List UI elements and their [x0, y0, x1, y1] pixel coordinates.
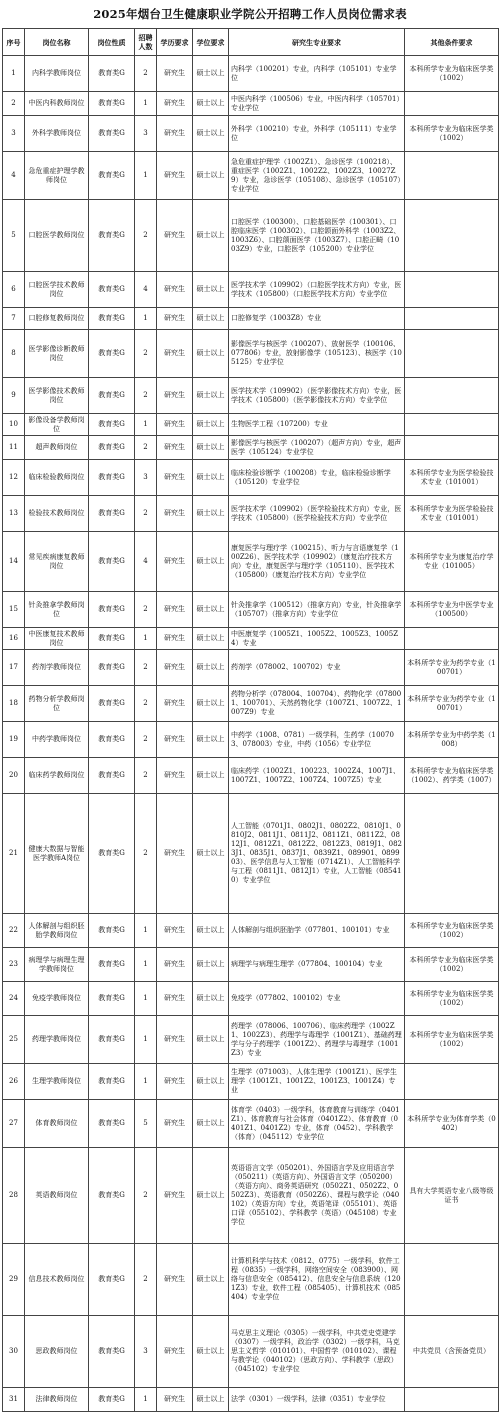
- cell-type: 教育类G: [89, 794, 135, 914]
- cell-major: 影像医学与核医学（100207）（超声方向）专业，超声医学（105124）专业学位: [229, 436, 405, 460]
- cell-name: 医学影像技术教师岗位: [25, 378, 89, 414]
- cell-count: 1: [135, 1016, 157, 1064]
- cell-edu: 研究生: [157, 650, 193, 686]
- cell-name: 中医内科教师岗位: [25, 92, 89, 116]
- cell-other: [405, 200, 499, 272]
- cell-edu: 研究生: [157, 1064, 193, 1100]
- cell-other: 本科所学专业为康复治疗学专业（101005）: [405, 532, 499, 592]
- cell-edu: 研究生: [157, 1148, 193, 1244]
- cell-no: 8: [3, 330, 25, 378]
- cell-other: 具有大学英语专业八级等级证书: [405, 1148, 499, 1244]
- cell-degree: 硕士以上: [193, 532, 229, 592]
- table-row: [3, 532, 499, 592]
- cell-type: 教育类G: [89, 200, 135, 272]
- cell-name: 外科学教师岗位: [25, 116, 89, 152]
- cell-name: 常见疾病康复教师岗位: [25, 532, 89, 592]
- table-row: [3, 414, 499, 436]
- table-row: [3, 1316, 499, 1388]
- table-row: [3, 92, 499, 116]
- cell-name: 口腔医学教师岗位: [25, 200, 89, 272]
- cell-no: 29: [3, 1244, 25, 1316]
- cell-name: 英语教师岗位: [25, 1148, 89, 1244]
- cell-count: 2: [135, 794, 157, 914]
- cell-name: 体育教师岗位: [25, 1100, 89, 1148]
- cell-degree: 硕士以上: [193, 948, 229, 982]
- cell-count: 2: [135, 758, 157, 794]
- cell-no: 26: [3, 1064, 25, 1100]
- cell-degree: 硕士以上: [193, 1064, 229, 1100]
- cell-name: 免疫学教师岗位: [25, 982, 89, 1016]
- cell-edu: 研究生: [157, 414, 193, 436]
- cell-name: 临床检验教师岗位: [25, 460, 89, 496]
- cell-edu: 研究生: [157, 378, 193, 414]
- cell-major: 人工智能（0701J1、0802J1、0802Z2、0810J1、0810J2、0811J1、0811J2、0811Z1、0811Z2、0812J1、0812Z1、0812Z2、0812Z3、0819J1、0823J1、0835J1、0837J1、0839Z1、089901、089903）、医学信息与人工智能（0714Z1）、人工智能科学与工程（0811J1、0812J1）专业，人工智能（085410）专业学位: [229, 794, 405, 914]
- cell-degree: 硕士以上: [193, 1388, 229, 1412]
- table-row: [3, 272, 499, 308]
- cell-edu: 研究生: [157, 92, 193, 116]
- cell-no: 15: [3, 592, 25, 628]
- cell-type: 教育类G: [89, 1388, 135, 1412]
- header-major: 研究生专业要求: [229, 29, 405, 56]
- cell-count: 5: [135, 1100, 157, 1148]
- cell-type: 教育类G: [89, 722, 135, 758]
- cell-degree: 硕士以上: [193, 914, 229, 948]
- cell-degree: 硕士以上: [193, 1100, 229, 1148]
- cell-name: 中药学教师岗位: [25, 722, 89, 758]
- table-header-row: [3, 29, 499, 56]
- cell-no: 17: [3, 650, 25, 686]
- cell-edu: 研究生: [157, 152, 193, 200]
- table-row: [3, 1244, 499, 1316]
- cell-type: 教育类G: [89, 1148, 135, 1244]
- cell-count: 1: [135, 92, 157, 116]
- cell-degree: 硕士以上: [193, 460, 229, 496]
- table-row: [3, 686, 499, 722]
- cell-other: [405, 1064, 499, 1100]
- cell-count: 2: [135, 496, 157, 532]
- cell-type: 教育类G: [89, 948, 135, 982]
- cell-count: 3: [135, 1316, 157, 1388]
- cell-edu: 研究生: [157, 1244, 193, 1316]
- cell-other: 本科所学专业为药学专业（100701）: [405, 686, 499, 722]
- table-row: [3, 200, 499, 272]
- cell-edu: 研究生: [157, 1316, 193, 1388]
- cell-degree: 硕士以上: [193, 152, 229, 200]
- cell-no: 28: [3, 1148, 25, 1244]
- cell-count: 3: [135, 116, 157, 152]
- table-row: [3, 722, 499, 758]
- cell-type: 教育类G: [89, 650, 135, 686]
- cell-type: 教育类G: [89, 532, 135, 592]
- table-row: [3, 758, 499, 794]
- cell-count: 2: [135, 436, 157, 460]
- cell-no: 11: [3, 436, 25, 460]
- cell-other: [405, 330, 499, 378]
- cell-other: 本科所学专业为中医学专业（100500）: [405, 592, 499, 628]
- cell-degree: 硕士以上: [193, 378, 229, 414]
- cell-count: 1: [135, 982, 157, 1016]
- cell-other: [405, 1244, 499, 1316]
- cell-name: 法律教师岗位: [25, 1388, 89, 1412]
- cell-degree: 硕士以上: [193, 496, 229, 532]
- cell-other: 本科所学专业为临床医学类（1002）: [405, 56, 499, 92]
- cell-edu: 研究生: [157, 948, 193, 982]
- cell-edu: 研究生: [157, 436, 193, 460]
- cell-name: 医学影像诊断教师岗位: [25, 330, 89, 378]
- table-row: [3, 794, 499, 914]
- table-body: [3, 56, 499, 1412]
- table-row: [3, 1100, 499, 1148]
- cell-type: 教育类G: [89, 116, 135, 152]
- cell-no: 10: [3, 414, 25, 436]
- cell-count: 1: [135, 1388, 157, 1412]
- cell-major: 影像医学与核医学（100207）、放射医学（100106、077806）专业，放射影像学（105123）、核医学（105125）专业学位: [229, 330, 405, 378]
- table-row: [3, 1064, 499, 1100]
- cell-major: 药理学（078006、100706）、临床药理学（1002Z1、1002Z3）、药理学与毒理学（1001Z1）、基础药理学与分子药理学（1001Z2）、药理学与毒理学（1001Z3）专业: [229, 1016, 405, 1064]
- cell-no: 31: [3, 1388, 25, 1412]
- cell-other: 本科所学专业为临床医学类（1002）、药学类（1007）: [405, 758, 499, 794]
- cell-major: 计算机科学与技术（0812、0775）一级学科，软件工程（0835）一级学科，网络空间安全（083900）、网络与信息安全（085412）、信息安全与信息系统（1201Z3）专业，软件工程（085405）、计算机技术（085404）专业学位: [229, 1244, 405, 1316]
- cell-edu: 研究生: [157, 914, 193, 948]
- cell-name: 人体解剖与组织胚胎学教师岗位: [25, 914, 89, 948]
- cell-name: 信息技术教师岗位: [25, 1244, 89, 1316]
- table-row: [3, 378, 499, 414]
- cell-count: 1: [135, 414, 157, 436]
- cell-major: 体育学（0403）一级学科，体育教育与训练学（0401Z1）、体育教育与社会体育（0401Z2）、体育教育（0401Z1、0401Z2）专业，体育（0452）、学科教学（体育）（045112）专业学位: [229, 1100, 405, 1148]
- cell-no: 16: [3, 628, 25, 650]
- cell-degree: 硕士以上: [193, 200, 229, 272]
- cell-degree: 硕士以上: [193, 1016, 229, 1064]
- cell-major: 临床药学（1002Z1、100223、1002Z4、1007J1、1007Z1、1007Z2、1007Z4、1007Z5）专业: [229, 758, 405, 794]
- cell-edu: 研究生: [157, 982, 193, 1016]
- cell-type: 教育类G: [89, 460, 135, 496]
- table-row: [3, 152, 499, 200]
- cell-no: 13: [3, 496, 25, 532]
- cell-type: 教育类G: [89, 436, 135, 460]
- table-row: [3, 436, 499, 460]
- cell-major: 生物医学工程（107200）专业: [229, 414, 405, 436]
- cell-major: 免疫学（077802、100102）专业: [229, 982, 405, 1016]
- cell-no: 2: [3, 92, 25, 116]
- cell-type: 教育类G: [89, 592, 135, 628]
- cell-count: 2: [135, 592, 157, 628]
- cell-degree: 硕士以上: [193, 330, 229, 378]
- cell-type: 教育类G: [89, 330, 135, 378]
- cell-count: 4: [135, 272, 157, 308]
- cell-edu: 研究生: [157, 1388, 193, 1412]
- cell-degree: 硕士以上: [193, 722, 229, 758]
- cell-edu: 研究生: [157, 758, 193, 794]
- cell-name: 急危重症护理学教师岗位: [25, 152, 89, 200]
- cell-name: 影像设备学教师岗位: [25, 414, 89, 436]
- cell-name: 口腔医学技术教师岗位: [25, 272, 89, 308]
- cell-degree: 硕士以上: [193, 758, 229, 794]
- cell-other: [405, 92, 499, 116]
- cell-degree: 硕士以上: [193, 592, 229, 628]
- table-row: [3, 308, 499, 330]
- cell-major: 医学技术学（109902）（医学检验技术方向）专业，医学技术（105800）（医学检验技术方向）专业学位: [229, 496, 405, 532]
- cell-edu: 研究生: [157, 272, 193, 308]
- cell-major: 临床检验诊断学（100208）专业，临床检验诊断学（105120）专业学位: [229, 460, 405, 496]
- cell-type: 教育类G: [89, 1316, 135, 1388]
- header-name: 岗位名称: [25, 29, 89, 56]
- cell-type: 教育类G: [89, 378, 135, 414]
- cell-type: 教育类G: [89, 92, 135, 116]
- cell-type: 教育类G: [89, 1064, 135, 1100]
- cell-type: 教育类G: [89, 152, 135, 200]
- cell-major: 外科学（100210）专业，外科学（105111）专业学位: [229, 116, 405, 152]
- cell-edu: 研究生: [157, 116, 193, 152]
- cell-name: 药理学教师岗位: [25, 1016, 89, 1064]
- cell-no: 24: [3, 982, 25, 1016]
- cell-count: 2: [135, 722, 157, 758]
- cell-no: 20: [3, 758, 25, 794]
- cell-degree: 硕士以上: [193, 794, 229, 914]
- cell-edu: 研究生: [157, 330, 193, 378]
- cell-type: 教育类G: [89, 308, 135, 330]
- cell-type: 教育类G: [89, 628, 135, 650]
- cell-type: 教育类G: [89, 1244, 135, 1316]
- header-edu: 学历要求: [157, 29, 193, 56]
- cell-edu: 研究生: [157, 460, 193, 496]
- cell-no: 6: [3, 272, 25, 308]
- table-row: [3, 592, 499, 628]
- cell-count: 2: [135, 200, 157, 272]
- table-row: [3, 914, 499, 948]
- cell-other: [405, 414, 499, 436]
- cell-major: 人体解剖与组织胚胎学（077801、100101）专业: [229, 914, 405, 948]
- header-other: 其他条件要求: [405, 29, 499, 56]
- cell-degree: 硕士以上: [193, 1316, 229, 1388]
- cell-edu: 研究生: [157, 1016, 193, 1064]
- cell-other: 本科所学专业为临床医学类（1002）: [405, 982, 499, 1016]
- cell-name: 中医康复技术教师岗位: [25, 628, 89, 650]
- cell-major: 口腔修复学（1003Z8）专业: [229, 308, 405, 330]
- cell-other: 本科所学专业为医学检验技术专业（101001）: [405, 496, 499, 532]
- cell-major: 药剂学（078002、100702）专业: [229, 650, 405, 686]
- cell-no: 14: [3, 532, 25, 592]
- cell-major: 康复医学与理疗学（100215）、听力与言语康复学（100Z26）、医学技术学（109902）（康复治疗技术方向）专业，康复医学与理疗学（105110）、医学技术（105800）（康复治疗技术方向）专业学位: [229, 532, 405, 592]
- cell-no: 18: [3, 686, 25, 722]
- cell-other: [405, 308, 499, 330]
- cell-major: 中药学（1008、0781）一级学科，生药学（100703、078003）专业，中药（1056）专业学位: [229, 722, 405, 758]
- cell-edu: 研究生: [157, 56, 193, 92]
- cell-type: 教育类G: [89, 686, 135, 722]
- cell-count: 1: [135, 948, 157, 982]
- cell-name: 超声教师岗位: [25, 436, 89, 460]
- cell-name: 生理学教师岗位: [25, 1064, 89, 1100]
- cell-edu: 研究生: [157, 686, 193, 722]
- cell-type: 教育类G: [89, 982, 135, 1016]
- cell-other: 本科所学专业为临床医学类（1002）: [405, 116, 499, 152]
- cell-no: 4: [3, 152, 25, 200]
- cell-name: 药物分析学教师岗位: [25, 686, 89, 722]
- recruitment-table: [2, 28, 499, 1412]
- cell-no: 25: [3, 1016, 25, 1064]
- cell-no: 5: [3, 200, 25, 272]
- cell-count: 2: [135, 378, 157, 414]
- table-row: [3, 982, 499, 1016]
- cell-other: [405, 436, 499, 460]
- cell-name: 内科学教师岗位: [25, 56, 89, 92]
- cell-type: 教育类G: [89, 56, 135, 92]
- cell-edu: 研究生: [157, 308, 193, 330]
- cell-type: 教育类G: [89, 1016, 135, 1064]
- cell-other: 本科所学专业为药学专业（100701）: [405, 650, 499, 686]
- cell-no: 1: [3, 56, 25, 92]
- cell-degree: 硕士以上: [193, 1244, 229, 1316]
- cell-major: 马克思主义理论（0305）一级学科，中共党史党建学（0307）一级学科，政治学（0302）一级学科，马克思主义哲学（010101）、中国哲学（010102）、课程与教学论（040102）（思政方向）、学科教学（思政）（045102）专业学位: [229, 1316, 405, 1388]
- cell-no: 7: [3, 308, 25, 330]
- cell-name: 针灸推拿学教师岗位: [25, 592, 89, 628]
- cell-no: 12: [3, 460, 25, 496]
- cell-edu: 研究生: [157, 722, 193, 758]
- cell-name: 临床药学教师岗位: [25, 758, 89, 794]
- table-row: [3, 628, 499, 650]
- page-title: 2025年烟台卫生健康职业学院公开招聘工作人员岗位需求表: [93, 7, 407, 21]
- cell-count: 4: [135, 532, 157, 592]
- table-row: [3, 948, 499, 982]
- cell-type: 教育类G: [89, 758, 135, 794]
- cell-edu: 研究生: [157, 592, 193, 628]
- cell-major: 英语语言文学（050201）、外国语言学及应用语言学（050211）（英语方向）、外国语言文学（050200）（英语方向）、商务英语研究（0502Z1、0502Z2、0502Z3）、英语教育（0502Z6）、课程与教学论（040102）（英语方向）专业，英语笔译（055101）、英语口译（055102）、学科教学（英语）（045108）专业学位: [229, 1148, 405, 1244]
- cell-degree: 硕士以上: [193, 686, 229, 722]
- table-row: [3, 496, 499, 532]
- cell-no: 27: [3, 1100, 25, 1148]
- cell-type: 教育类G: [89, 272, 135, 308]
- cell-edu: 研究生: [157, 1100, 193, 1148]
- header-count: 招聘人数: [135, 29, 157, 56]
- cell-no: 21: [3, 794, 25, 914]
- cell-other: 本科所学专业为临床医学类（1002）: [405, 914, 499, 948]
- cell-major: 中医内科学（100506）专业，中医内科学（105701）专业学位: [229, 92, 405, 116]
- cell-major: 法学（0301）一级学科，法律（0351）专业学位: [229, 1388, 405, 1412]
- cell-other: 本科所学专业为医学检验技术专业（101001）: [405, 460, 499, 496]
- cell-degree: 硕士以上: [193, 414, 229, 436]
- cell-no: 19: [3, 722, 25, 758]
- cell-degree: 硕士以上: [193, 308, 229, 330]
- cell-major: 医学技术学（109902）（口腔医学技术方向）专业，医学技术（105800）（口腔医学技术方向）专业学位: [229, 272, 405, 308]
- cell-count: 3: [135, 460, 157, 496]
- cell-degree: 硕士以上: [193, 92, 229, 116]
- cell-edu: 研究生: [157, 532, 193, 592]
- cell-name: 药剂学教师岗位: [25, 650, 89, 686]
- cell-count: 2: [135, 1148, 157, 1244]
- cell-count: 1: [135, 308, 157, 330]
- cell-no: 9: [3, 378, 25, 414]
- cell-type: 教育类G: [89, 914, 135, 948]
- cell-degree: 硕士以上: [193, 650, 229, 686]
- cell-other: [405, 152, 499, 200]
- cell-other: [405, 272, 499, 308]
- cell-count: 1: [135, 628, 157, 650]
- cell-other: [405, 378, 499, 414]
- cell-major: 中医康复学（1005Z1、1005Z2、1005Z3、1005Z4）专业: [229, 628, 405, 650]
- cell-other: 本科所学专业为临床医学类（1002）: [405, 948, 499, 982]
- table-row: [3, 56, 499, 92]
- cell-count: 2: [135, 650, 157, 686]
- header-degree: 学位要求: [193, 29, 229, 56]
- table-row: [3, 330, 499, 378]
- table-row: [3, 650, 499, 686]
- cell-name: 思政教师岗位: [25, 1316, 89, 1388]
- cell-count: 1: [135, 152, 157, 200]
- cell-count: 2: [135, 330, 157, 378]
- table-row: [3, 1016, 499, 1064]
- cell-no: 22: [3, 914, 25, 948]
- table-row: [3, 1148, 499, 1244]
- cell-name: 口腔修复教师岗位: [25, 308, 89, 330]
- cell-count: 2: [135, 686, 157, 722]
- cell-name: 检验技术教师岗位: [25, 496, 89, 532]
- cell-other: 中共党员（含预备党员）: [405, 1316, 499, 1388]
- cell-type: 教育类G: [89, 1100, 135, 1148]
- cell-major: 病理学与病理生理学（077804、100104）专业: [229, 948, 405, 982]
- cell-degree: 硕士以上: [193, 272, 229, 308]
- cell-major: 内科学（100201）专业，内科学（105101）专业学位: [229, 56, 405, 92]
- cell-degree: 硕士以上: [193, 1148, 229, 1244]
- cell-other: [405, 628, 499, 650]
- cell-count: 1: [135, 914, 157, 948]
- cell-degree: 硕士以上: [193, 436, 229, 460]
- cell-major: 生理学（071003）、人体生理学（1001Z1）、医学生理学（1001Z1、1001Z2、1001Z3、1001Z4）专业: [229, 1064, 405, 1100]
- table-row: [3, 116, 499, 152]
- cell-count: 2: [135, 56, 157, 92]
- header-type: 岗位性质: [89, 29, 135, 56]
- cell-major: 药物分析学（078004、100704）、药物化学（078001、100701）、天然药物化学（1007Z1、1007Z2、1007Z9）专业: [229, 686, 405, 722]
- cell-type: 教育类G: [89, 414, 135, 436]
- cell-degree: 硕士以上: [193, 982, 229, 1016]
- cell-degree: 硕士以上: [193, 116, 229, 152]
- cell-no: 23: [3, 948, 25, 982]
- cell-degree: 硕士以上: [193, 628, 229, 650]
- cell-name: 健康大数据与智能医学教师A岗位: [25, 794, 89, 914]
- cell-edu: 研究生: [157, 794, 193, 914]
- cell-degree: 硕士以上: [193, 56, 229, 92]
- cell-major: 急危重症护理学（1002Z1）、急诊医学（100218）、重症医学（1002Z1、1002Z2、1002Z3、10027Z9）专业，急诊医学（105108）、急诊医学（105107）专业学位: [229, 152, 405, 200]
- cell-count: 2: [135, 1244, 157, 1316]
- cell-major: 医学技术学（109902）（医学影像技术方向）专业，医学技术（105800）（医学影像技术方向）专业学位: [229, 378, 405, 414]
- cell-type: 教育类G: [89, 496, 135, 532]
- cell-edu: 研究生: [157, 628, 193, 650]
- cell-other: [405, 794, 499, 914]
- cell-edu: 研究生: [157, 200, 193, 272]
- cell-edu: 研究生: [157, 496, 193, 532]
- table-row: [3, 1388, 499, 1412]
- cell-other: [405, 1388, 499, 1412]
- table-row: [3, 460, 499, 496]
- cell-other: 本科所学专业为临床医学类（1002）: [405, 1016, 499, 1064]
- cell-major: 口腔医学（100300）、口腔基础医学（100301）、口腔临床医学（100302）、口腔颌面外科学（1003Z2、1003Z6）、口腔颌面医学（1003Z7）、口腔正畸（1003Z9）专业，口腔医学（105200）专业学位: [229, 200, 405, 272]
- cell-count: 1: [135, 1064, 157, 1100]
- header-no: 序号: [3, 29, 25, 56]
- cell-major: 针灸推拿学（100512）（推拿方向）专业，针灸推拿学（105707）（推拿方向）专业学位: [229, 592, 405, 628]
- cell-no: 30: [3, 1316, 25, 1388]
- cell-name: 病理学与病理生理学教师岗位: [25, 948, 89, 982]
- cell-other: 本科所学专业为中药学类（1008）: [405, 722, 499, 758]
- cell-other: 本科所学专业为体育学类（0402）: [405, 1100, 499, 1148]
- cell-no: 3: [3, 116, 25, 152]
